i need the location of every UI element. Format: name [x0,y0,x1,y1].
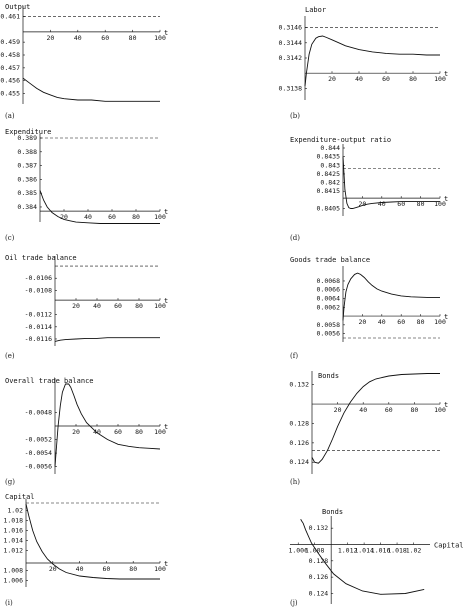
y-tick-label: 0.456 [0,76,20,85]
y-tick-label: 0.126 [289,438,309,447]
y-tick-label: 0.8425 [316,169,340,178]
y-tick-label: 0.0068 [316,276,340,285]
y-tick-label: 0.384 [17,202,37,211]
y-tick-label: 0.461 [0,12,20,21]
x-tick-label: 100 [154,565,166,573]
x-tick-label: 100 [434,406,446,415]
x-tick-label: 60 [397,318,406,327]
y-tick-label: -0.0112 [24,310,52,319]
x-tick-label: 60 [101,33,110,42]
y-tick-label: 0.124 [308,589,329,598]
chart-title: Goods trade balance [290,256,371,264]
x-tick-label: 100 [434,75,446,84]
y-tick-label: 0.8435 [316,152,340,161]
chart-panel-3 [5,128,168,242]
y-tick-label: 0.8405 [316,204,340,213]
panel-letter: (h) [290,478,300,486]
x-tick-label: 20 [358,200,367,209]
x-tick-label: 40 [93,302,101,311]
y-tick-label: 1.014 [3,536,23,545]
y-tick-label: 0.388 [17,147,37,156]
chart-title: Expenditure [5,128,52,136]
series-line [312,374,440,464]
x-tick-label: 20 [48,565,57,573]
chart-panel-1 [0,3,168,120]
x-tick-label: 60 [102,565,111,573]
x-tick-label: 80 [416,318,425,327]
y-tick-label: 0.385 [17,189,37,198]
x-tick-label: 60 [114,428,122,436]
y-tick-label: -0.0116 [24,334,52,343]
x-tick-label: 80 [409,75,417,84]
x-tick-label: 40 [93,428,101,436]
chart-panel-10 [288,508,463,607]
x-tick-label: 60 [384,406,393,415]
chart-title: Labor [305,6,327,14]
x-axis-label: t [164,297,169,306]
y-tick-label: -0.0052 [24,435,52,444]
x-tick-label: 1.006 [288,546,309,555]
x-tick-label: 20 [46,33,55,42]
y-tick-label: 0.0064 [316,294,340,303]
y-tick-label: 0.128 [289,419,309,428]
x-tick-label: 100 [154,302,166,311]
x-axis-label: t [444,313,449,322]
y-tick-label: 0.128 [308,556,329,565]
panel-letter: (e) [5,352,15,360]
series-line [305,36,440,86]
y-tick-label: 0.386 [17,175,37,184]
x-tick-label: 60 [397,200,406,209]
y-tick-label: 0.844 [320,144,340,152]
x-tick-label: 100 [154,428,166,436]
x-tick-label: 20 [358,318,367,327]
panel-letter: (c) [5,234,15,242]
x-tick-label: 100 [434,318,446,327]
panel-letter: (a) [5,112,15,120]
x-tick-label: 40 [359,406,368,415]
y-tick-label: -0.0114 [24,322,52,331]
chart-title: Overall trade balance [5,377,94,385]
y-tick-label: 1.018 [3,516,23,525]
x-tick-label: 1.014 [354,546,374,555]
x-tick-label: 1.02 [405,546,422,555]
x-tick-label: 80 [132,213,140,222]
x-axis-label: t [164,28,169,37]
series-line [40,190,160,223]
y-tick-label: 0.132 [289,380,309,389]
y-tick-label: 0.126 [308,573,329,582]
y-tick-label: -0.0054 [24,449,52,458]
y-tick-label: 0.3144 [278,38,302,47]
y-tick-label: 0.0058 [316,320,340,329]
panel-letter: (b) [290,112,300,120]
x-axis-label: t [444,195,449,204]
y-tick-label: 1.012 [3,546,23,555]
y-tick-label: 0.8415 [316,187,340,196]
y-tick-label: 1.008 [3,566,23,575]
x-tick-label: 60 [382,75,390,84]
x-tick-label: 60 [108,213,116,222]
x-tick-label: 20 [72,428,80,436]
y-tick-label: 0.389 [17,134,37,142]
x-tick-label: 80 [416,200,425,209]
x-tick-label: 1.008 [304,546,325,555]
x-axis-label: t [444,70,449,79]
y-tick-label: 0.842 [320,178,340,187]
x-tick-label: 1.016 [370,546,391,555]
series-line [26,504,160,579]
y-tick-label: 0.843 [320,161,340,170]
y-tick-label: 1.016 [3,526,23,535]
x-tick-label: 60 [114,302,122,311]
chart-panel-5 [5,254,168,360]
y-tick-label: 0.3142 [278,54,302,62]
x-axis-label: t [164,560,169,568]
x-tick-label: 80 [129,565,138,573]
x-axis-label: t [164,423,169,431]
x-tick-label: 100 [154,33,166,42]
panel-letter: (d) [290,234,300,242]
y-tick-label: 0.3138 [278,84,302,93]
x-tick-label: 80 [128,33,137,42]
chart-panel-9 [3,493,168,607]
x-axis-label: t [444,401,449,410]
x-tick-label: 40 [73,33,82,42]
panel-letter: (i) [5,599,13,607]
y-tick-label: 0.458 [0,51,20,59]
y-tick-label: -0.0048 [24,408,52,417]
x-tick-label: 20 [328,75,336,84]
chart-panel-7 [5,377,168,486]
x-tick-label: 40 [84,213,92,222]
x-axis-label: t [164,208,169,217]
chart-panel-6 [290,256,448,360]
chart-panel-8 [289,371,448,486]
y-tick-label: -0.0106 [24,274,52,283]
x-tick-label: 80 [410,406,419,415]
y-tick-label: 0.3146 [278,23,302,32]
panel-letter: (f) [290,352,299,360]
x-tick-label: 40 [377,318,386,327]
x-tick-label: 80 [135,428,143,436]
y-tick-label: 0.132 [308,524,329,533]
y-tick-label: 1.02 [7,506,23,515]
chart-panel-2 [279,6,449,120]
x-tick-label: 40 [377,200,386,209]
x-tick-label: 20 [72,302,80,311]
y-tick-label: 0.0056 [316,329,340,338]
chart-title: Oil trade balance [5,254,77,262]
x-tick-label: 100 [434,200,446,209]
y-tick-label: 0.455 [0,89,20,98]
x-axis-label: Capital [434,541,464,550]
x-tick-label: 20 [60,213,68,222]
panel-letter: (j) [290,599,298,607]
series-line [55,338,160,342]
y-tick-label: 0.387 [17,161,37,170]
x-tick-label: 40 [75,565,84,573]
series-line [343,273,440,320]
x-tick-label: 40 [355,75,363,84]
chart-title: Capital [5,493,35,501]
panel-letter: (g) [5,478,15,486]
series-line [23,78,160,101]
chart-title: Bonds [322,508,344,516]
x-tick-label: 20 [333,406,342,415]
y-tick-label: -0.0108 [24,286,52,295]
y-tick-label: 1.006 [3,576,23,585]
chart-title: Output [5,3,31,11]
y-tick-label: 0.0062 [316,303,340,312]
chart-title: Expenditure-output ratio [290,136,392,144]
chart-panel-4 [290,136,448,242]
y-tick-label: 0.459 [0,38,20,47]
chart-title: Bonds [318,372,340,380]
series-line [55,384,160,467]
y-tick-label: 0.124 [289,458,309,467]
y-tick-label: -0.0056 [24,462,52,471]
x-tick-label: 1.018 [387,546,407,555]
x-tick-label: 1.012 [337,546,358,555]
x-tick-label: 100 [154,213,166,222]
y-tick-label: 0.0066 [316,285,340,294]
y-tick-label: 0.457 [0,63,20,72]
x-tick-label: 80 [135,302,143,311]
